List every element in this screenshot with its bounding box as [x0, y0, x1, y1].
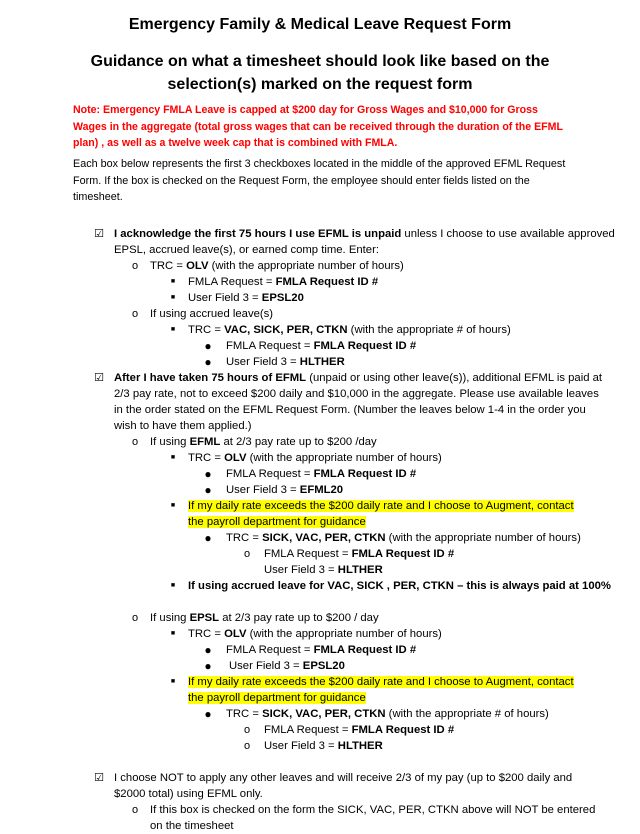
- form-subtitle: [60, 50, 580, 96]
- square-bullet-icon: ■: [170, 454, 176, 461]
- circle-bullet-icon: o: [131, 308, 139, 320]
- section3-line1: I choose NOT to apply any other leaves and will receive 2/3 of my pay (up to $200 daily and: [114, 772, 573, 784]
- square-bullet-icon: ■: [170, 326, 176, 333]
- circle-bullet-icon: o: [131, 436, 139, 448]
- s2-trc4: TRC = SICK, VAC, PER, CTKN (with the appropriate # of hours): [226, 708, 549, 720]
- section2-bold: After I have taken 75 hours of EFML: [114, 372, 307, 384]
- intro-paragraph: Each box below represents the first 3 checkboxes located in the middle of the approved EFML Request Form. If the box is checked on the Request Form, the employee should enter fields listed on the timesheet.: [73, 158, 566, 203]
- dot-bullet-icon: ●: [204, 707, 212, 721]
- dot-bullet-icon: ●: [204, 339, 212, 353]
- s2-epsl: If using EPSL at 2/3 pay rate up to $200 / day: [150, 612, 379, 624]
- s1-fmla2: FMLA Request = FMLA Request ID #: [226, 340, 417, 352]
- section3-sub-line1: If this box is checked on the form the SICK, VAC, PER, CTKN above will NOT be entered: [150, 804, 596, 816]
- square-bullet-icon: ■: [170, 630, 176, 637]
- s1-accrued: If using accrued leave(s): [150, 308, 274, 320]
- square-bullet-icon: ■: [170, 678, 176, 685]
- section1-bold: I acknowledge the first 75 hours I use EFML is unpaid: [114, 228, 402, 240]
- s2-fmla3: FMLA Request = FMLA Request ID #: [226, 644, 417, 656]
- section2-line2: 2/3 pay rate, not to exceed $200 daily and $10,000 in the aggregate. Please use available leaves: [114, 388, 599, 400]
- s2-fmla2: FMLA Request = FMLA Request ID #: [264, 548, 455, 560]
- s2-highlight2-line2: the payroll department for guidance: [188, 692, 366, 704]
- section2-line3: in the order stated on the EFML Request Form. (Number the leaves below 1-4 in the order you: [114, 404, 586, 416]
- s2-highlight-line2: the payroll department for guidance: [188, 516, 366, 528]
- section2-line4: wish to have them applied.): [114, 420, 252, 432]
- dot-bullet-icon: ●: [204, 659, 212, 673]
- section3-sub-line2: on the timesheet: [150, 820, 234, 832]
- dot-bullet-icon: ●: [204, 467, 212, 481]
- dot-bullet-icon: ●: [204, 643, 212, 657]
- s2-efml: If using EFML at 2/3 pay rate up to $200 /day: [150, 436, 377, 448]
- section1-line2: EPSL, accrued leave(s), or earned comp time. Enter:: [114, 244, 379, 256]
- circle-bullet-icon: o: [131, 260, 139, 272]
- subtitle-line-2: selection(s) marked on the request form: [167, 76, 473, 93]
- s1-fmla: FMLA Request = FMLA Request ID #: [188, 276, 379, 288]
- checkbox-icon: ☑: [94, 371, 104, 384]
- circle-bullet-icon: o: [243, 740, 251, 752]
- s2-highlight-line1: If my daily rate exceeds the $200 daily rate and I choose to Augment, contact: [188, 500, 574, 512]
- s2-highlight2-line1: If my daily rate exceeds the $200 daily rate and I choose to Augment, contact: [188, 676, 574, 688]
- s2-accrued-100: If using accrued leave for VAC, SICK , PER, CTKN – this is always paid at 100%: [188, 580, 611, 592]
- circle-bullet-icon: o: [131, 612, 139, 624]
- section2-line1: After I have taken 75 hours of EFML (unpaid or using other leave(s)), additional EFML is paid at: [114, 372, 603, 384]
- note-paragraph: Note: Emergency FMLA Leave is capped at $200 day for Gross Wages and $10,000 for Gross Wages in the aggregate (total gross wages that can be received through the duration of the EFML plan) , as well as a twelve week cap that is combined with FMLA.: [73, 104, 563, 149]
- s2-fmla4: FMLA Request = FMLA Request ID #: [264, 724, 455, 736]
- s1-user-field2: User Field 3 = HLTHER: [226, 356, 345, 368]
- dot-bullet-icon: ●: [204, 355, 212, 369]
- subtitle-line-1: Guidance on what a timesheet should look like based on the: [90, 53, 550, 70]
- square-bullet-icon: ■: [170, 294, 176, 301]
- s2-user-field3: User Field 3 = EPSL20: [229, 660, 345, 672]
- dot-bullet-icon: ●: [204, 531, 212, 545]
- s1-user-field: User Field 3 = EPSL20: [188, 292, 304, 304]
- s2-user-field2: User Field 3 = HLTHER: [264, 564, 383, 576]
- s2-trc2: TRC = SICK, VAC, PER, CTKN (with the appropriate number of hours): [226, 532, 581, 544]
- dot-bullet-icon: ●: [204, 483, 212, 497]
- circle-bullet-icon: o: [243, 724, 251, 736]
- form-title: Emergency Family & Medical Leave Request Form: [128, 16, 512, 33]
- section1-line1: I acknowledge the first 75 hours I use EFML is unpaid unless I choose to use available approved: [114, 228, 615, 240]
- square-bullet-icon: ■: [170, 278, 176, 285]
- square-bullet-icon: ■: [170, 582, 176, 589]
- square-bullet-icon: ■: [170, 502, 176, 509]
- circle-bullet-icon: o: [131, 804, 139, 816]
- checkbox-icon: ☑: [94, 227, 104, 240]
- s1-trc2: TRC = VAC, SICK, PER, CTKN (with the appropriate # of hours): [188, 324, 511, 336]
- s2-trc3: TRC = OLV (with the appropriate number of hours): [188, 628, 442, 640]
- s2-user-field: User Field 3 = EFML20: [226, 484, 344, 496]
- s2-fmla: FMLA Request = FMLA Request ID #: [226, 468, 417, 480]
- circle-bullet-icon: o: [243, 548, 251, 560]
- s2-user-field4: User Field 3 = HLTHER: [264, 740, 383, 752]
- section3-line2: $2000 total) using EFML only.: [114, 788, 263, 800]
- s2-trc: TRC = OLV (with the appropriate number of hours): [188, 452, 442, 464]
- checkbox-icon: ☑: [94, 771, 104, 784]
- s1-trc: TRC = OLV (with the appropriate number of hours): [150, 260, 404, 272]
